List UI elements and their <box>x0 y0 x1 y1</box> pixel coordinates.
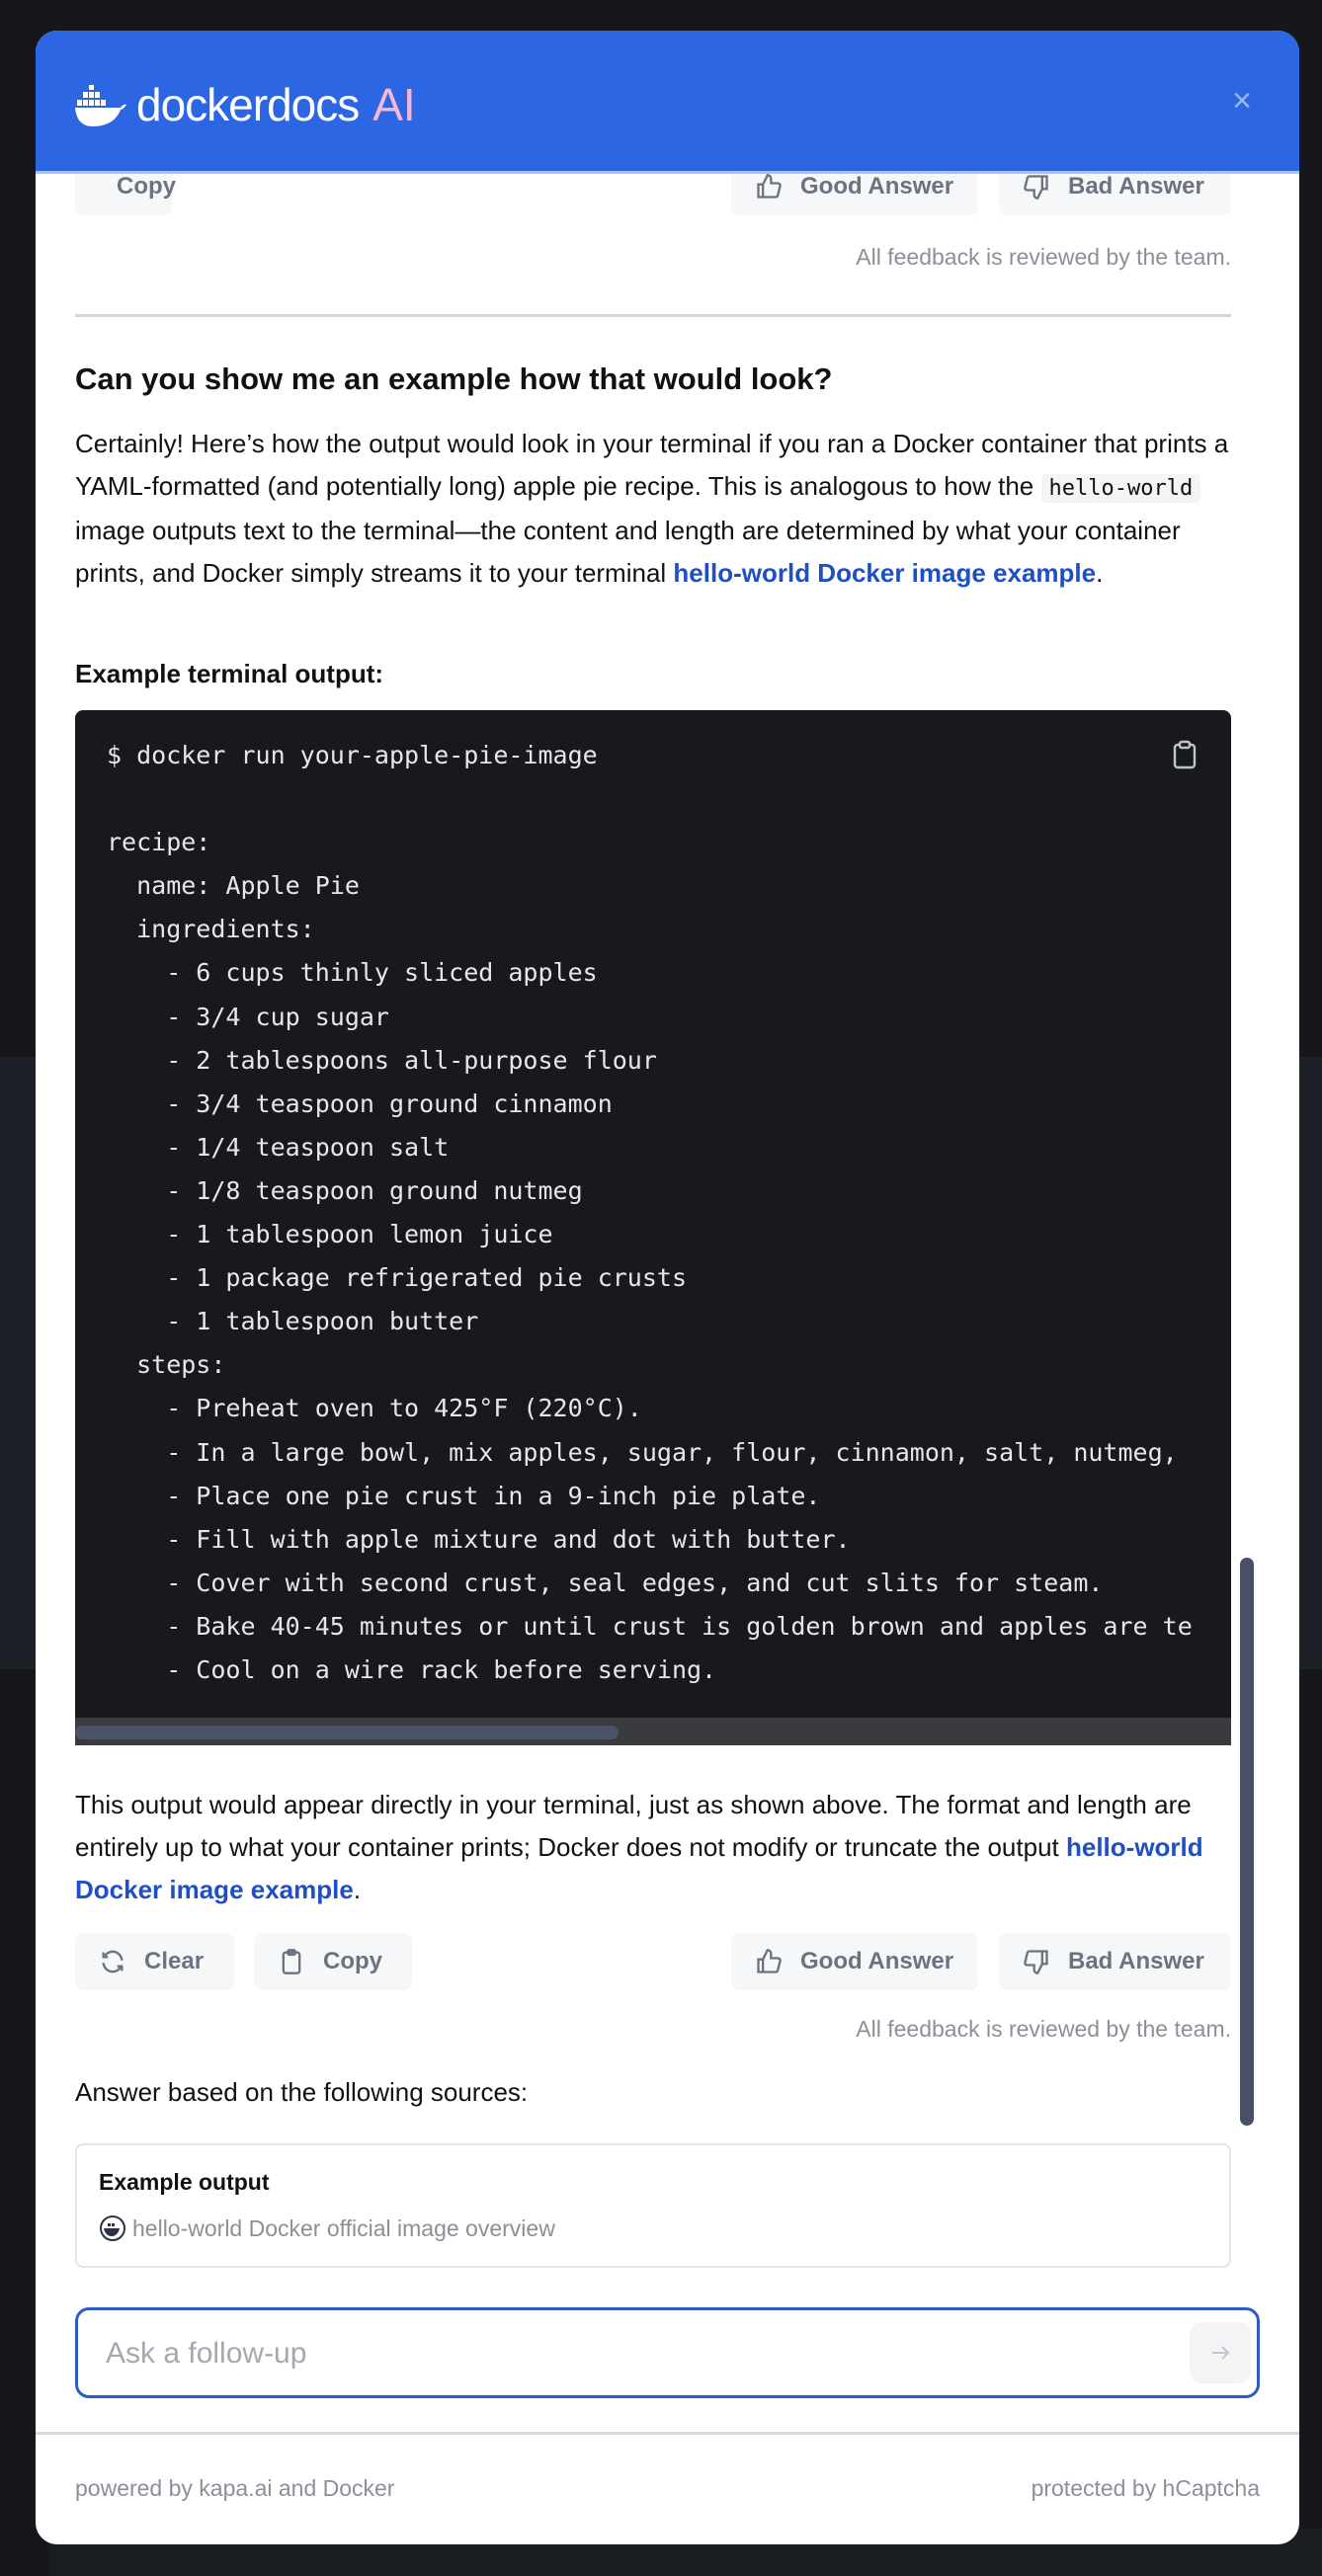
code-block <box>75 710 1231 1745</box>
copy-button[interactable] <box>254 1933 412 1990</box>
answer-paragraph <box>75 423 1241 595</box>
logo-text: dockerdocs <box>136 79 360 130</box>
answer-text: image outputs text to the terminal—the content and length are determined by what your container prints, and Docker simply streams it to your terminal <box>75 516 1181 588</box>
source-link[interactable]: hello-world Docker image example <box>673 558 1097 588</box>
answer-text: Certainly! Here’s how the output would look in your terminal if you ran a Docker container that prints a YAML-formatted (and potentially long) apple pie recipe. This is analogous to how the <box>75 429 1229 501</box>
docker-whale-icon <box>75 83 126 126</box>
inline-code: hello-world <box>1041 474 1201 503</box>
code-content: $ docker run your-apple-pie-image recipe: name: Apple Pie ingredients: - 6 cups thinly sliced apples - 3/4 cup sugar - 2 tablespoons all-purpose flour - 3/4 teaspoon ground cinnamon - 1/4 teaspoon salt - 1/8 teaspoon ground nutmeg - 1 tablespoon lemon juice - 1 package refrigerated pie crusts - 1 tablespoon butter steps: - Preheat oven to 425°F (220°C). - In a large bowl, mix apples, sugar, flour, cinnamon, salt, nutmeg, - Place one pie crust in a 9-inch pie plate. - Fill with apple mixture and dot with butter. - Cover with second crust, seal edges, and cut slits for steam. - Bake 40-45 minutes or until crust is golden brown and apples are te - Cool on a wire rack before serving. <box>107 741 1193 1684</box>
answer-text: . <box>353 1875 362 1904</box>
thumbs-up-icon <box>755 1948 783 1975</box>
source-link[interactable]: hello-world Docker image example <box>75 1832 1203 1904</box>
scrollbar-thumb[interactable] <box>75 1726 619 1739</box>
bad-answer-label: Bad Answer <box>1068 1948 1204 1974</box>
thumbs-up-icon <box>755 174 783 201</box>
prev-good-answer-button[interactable] <box>731 174 978 215</box>
clear-label: Clear <box>144 1948 205 1974</box>
source-card[interactable] <box>75 2143 1231 2268</box>
source-subtitle-row <box>99 2214 555 2242</box>
answer-text: This output would appear directly in your terminal, just as shown above. The format and length are entirely up to what your container prints; Docker does not modify or truncate the output <box>75 1790 1192 1862</box>
send-button[interactable] <box>1190 2322 1251 2383</box>
logo-ai-text: AI <box>372 79 416 130</box>
question-heading: Can you show me an example how that would look? <box>75 362 833 396</box>
feedback-note: All feedback is reviewed by the team. <box>856 2016 1231 2042</box>
docker-docs-ai-logo <box>75 78 416 131</box>
refresh-icon <box>99 1948 126 1975</box>
good-answer-label: Good Answer <box>800 1948 954 1974</box>
clear-button[interactable] <box>75 1933 234 1990</box>
example-subheading: Example terminal output: <box>75 659 384 688</box>
follow-up-field[interactable] <box>104 2324 1135 2383</box>
divider <box>75 314 1231 317</box>
code-horizontal-scrollbar[interactable] <box>75 1718 1231 1745</box>
chat-vertical-scrollbar[interactable] <box>1240 1558 1254 2126</box>
copy-label: Copy <box>117 174 176 200</box>
thumbs-down-icon <box>1023 174 1050 201</box>
answer-paragraph-2 <box>75 1784 1241 1911</box>
source-subtitle: hello-world Docker official image overview <box>132 2214 555 2241</box>
follow-up-input[interactable] <box>75 2307 1260 2398</box>
clipboard-icon <box>278 1948 305 1975</box>
sources-heading: Answer based on the following sources: <box>75 2077 529 2107</box>
modal-header <box>36 31 1299 174</box>
footer-divider <box>36 2432 1299 2435</box>
good-answer-button[interactable] <box>731 1933 978 1990</box>
arrow-right-icon <box>1208 2341 1232 2365</box>
source-title: Example output <box>99 2169 270 2195</box>
thumbs-down-icon <box>1023 1948 1050 1975</box>
footer-powered-by[interactable]: powered by kapa.ai and Docker <box>75 2475 395 2501</box>
docker-source-icon <box>99 2214 126 2242</box>
copy-label: Copy <box>323 1948 382 1974</box>
answer-text: . <box>1096 558 1104 588</box>
good-answer-label: Good Answer <box>800 174 954 200</box>
bad-answer-label: Bad Answer <box>1068 174 1204 200</box>
close-button[interactable]: × <box>1232 82 1252 120</box>
bad-answer-button[interactable] <box>999 1933 1231 1990</box>
prev-bad-answer-button[interactable] <box>999 174 1231 215</box>
feedback-note: All feedback is reviewed by the team. <box>856 244 1231 270</box>
prev-copy-button[interactable] <box>75 174 176 215</box>
docs-ai-modal <box>36 31 1299 2544</box>
chat-scroll-area[interactable] <box>36 174 1299 2278</box>
copy-code-icon[interactable] <box>1172 740 1198 769</box>
footer-hcaptcha[interactable]: protected by hCaptcha <box>1031 2475 1260 2501</box>
